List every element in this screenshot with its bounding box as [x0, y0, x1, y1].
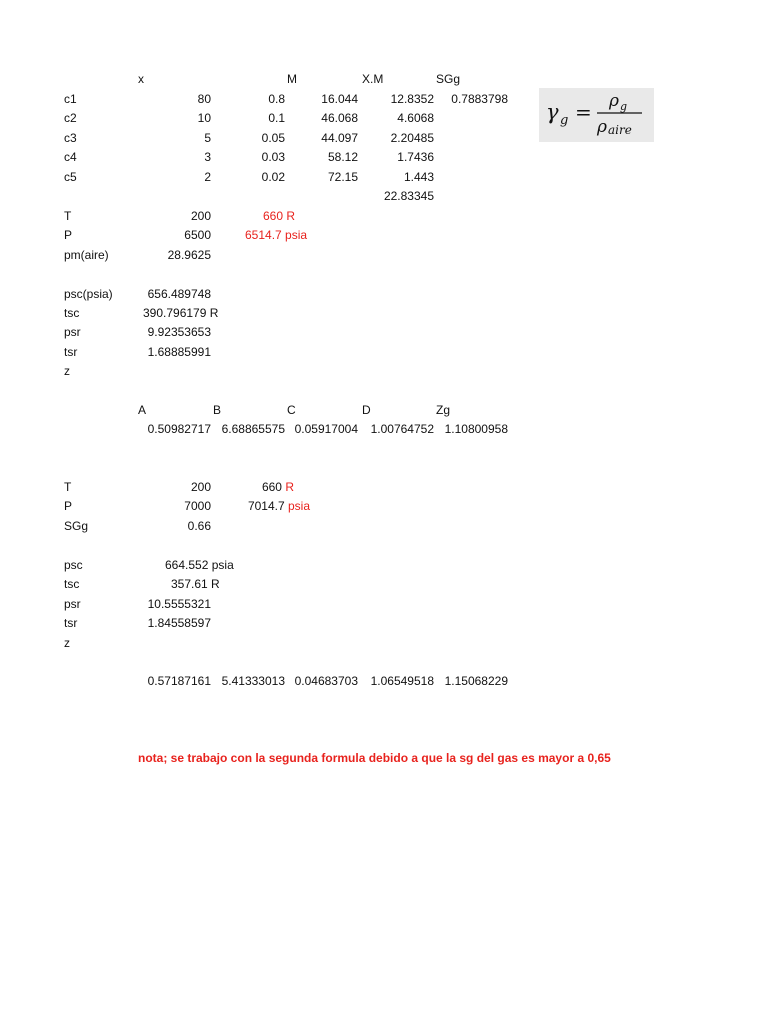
- label-psc: psc: [64, 558, 83, 572]
- converted-value: 7014.7: [247, 499, 285, 513]
- cell-x: 2: [204, 170, 211, 184]
- label-z: z: [64, 364, 70, 378]
- converted-value: 660: [263, 209, 284, 223]
- value-psc: [165, 558, 234, 572]
- cell-m: 46.068: [321, 111, 358, 125]
- cell-m: 72.15: [327, 170, 358, 184]
- cell-xm: 2.20485: [390, 131, 434, 145]
- label-p: P: [64, 499, 73, 513]
- tsc-number: 390.796179: [143, 306, 207, 320]
- value-t: 200: [190, 209, 211, 223]
- value-sgg: 0.66: [187, 519, 211, 533]
- coef-header-zg: Zg: [436, 403, 451, 417]
- unit: psia: [285, 228, 308, 242]
- converted-value: 660: [261, 480, 282, 494]
- value-t-rankine: [263, 209, 295, 223]
- header-xm: X.M: [362, 72, 384, 86]
- row-label: c4: [64, 150, 77, 164]
- coef-value-zg: 1.10800958: [444, 422, 508, 436]
- coef-value-d: 1.00764752: [370, 422, 434, 436]
- formula-rho-num-sub: g: [620, 100, 628, 113]
- formula-rho-den: ρ: [597, 117, 607, 137]
- value-tsr: 1.84558597: [147, 616, 211, 630]
- value-t: 200: [190, 480, 211, 494]
- unit: R: [209, 306, 219, 320]
- value-psr: 10.5555321: [147, 597, 211, 611]
- cell-xm: 1.443: [403, 170, 434, 184]
- value-psr: 9.92353653: [147, 325, 211, 339]
- label-t: T: [64, 480, 72, 494]
- value-tsc: [171, 577, 220, 591]
- label-psc: psc(psia): [64, 287, 113, 301]
- coef-value-b: 6.68865575: [221, 422, 285, 436]
- value-p-psia: [245, 228, 307, 242]
- formula-gamma: γ: [546, 100, 559, 124]
- label-sgg: SGg: [64, 519, 89, 533]
- unit: R: [285, 480, 294, 494]
- coef-header-a: A: [138, 403, 147, 417]
- cell-xm: 4.6068: [397, 111, 434, 125]
- row-label: c3: [64, 131, 77, 145]
- label-t: T: [64, 209, 72, 223]
- row-label: c2: [64, 111, 77, 125]
- note-text: nota; se trabajo con la segunda formula debido a que la sg del gas es mayor a 0,65: [138, 751, 611, 765]
- formula-rho-den-sub: aire: [608, 123, 632, 137]
- unit: psia: [211, 558, 234, 572]
- label-tsc: tsc: [64, 577, 80, 591]
- value-t-rankine: [262, 480, 294, 494]
- label-p: P: [64, 228, 73, 242]
- cell-x: 80: [197, 92, 211, 106]
- label-pm: pm(aire): [64, 248, 109, 262]
- cell-sgg: 0.7883798: [451, 92, 508, 106]
- label-z: z: [64, 636, 70, 650]
- label-tsr: tsr: [64, 345, 78, 359]
- label-psr: psr: [64, 597, 81, 611]
- cell-fraction: 0.02: [261, 170, 285, 184]
- gas-gravity-formula: [539, 88, 654, 142]
- value-psc: 656.489748: [147, 287, 211, 301]
- converted-value: 6514.7: [245, 228, 282, 242]
- cell-fraction: 0.03: [261, 150, 285, 164]
- header-sgg: SGg: [436, 72, 461, 86]
- unit: R: [211, 577, 220, 591]
- formula-rho-num: ρ: [609, 91, 619, 111]
- cell-m: 44.097: [321, 131, 358, 145]
- coef-header-d: D: [362, 403, 371, 417]
- label-tsc: tsc: [64, 306, 80, 320]
- row-label: c1: [64, 92, 77, 106]
- coef-header-c: C: [287, 403, 296, 417]
- coef-value-a: 0.50982717: [147, 422, 211, 436]
- label-psr: psr: [64, 325, 81, 339]
- unit: psia: [287, 499, 310, 513]
- cell-x: 5: [204, 131, 211, 145]
- value-p-psia: [248, 499, 310, 513]
- coef-value-b: 5.41333013: [221, 674, 285, 688]
- formula-gamma-sub: g: [560, 113, 569, 128]
- coef-value-d: 1.06549518: [370, 674, 434, 688]
- cell-x: 10: [197, 111, 211, 125]
- value-tsc: [143, 306, 218, 320]
- cell-m: 58.12: [327, 150, 358, 164]
- xm-total: 22.83345: [383, 189, 434, 203]
- unit: R: [286, 209, 296, 223]
- psc-number: 664.552: [165, 558, 209, 572]
- tsc-number: 357.61: [171, 577, 208, 591]
- coef-value-a: 0.57187161: [147, 674, 211, 688]
- value-p: 6500: [184, 228, 211, 242]
- label-tsr: tsr: [64, 616, 78, 630]
- value-p: 7000: [184, 499, 211, 513]
- coef-value-c: 0.04683703: [294, 674, 358, 688]
- cell-fraction: 0.8: [268, 92, 285, 106]
- coef-header-b: B: [213, 403, 222, 417]
- coef-value-c: 0.05917004: [294, 422, 358, 436]
- row-label: c5: [64, 170, 77, 184]
- cell-m: 16.044: [321, 92, 358, 106]
- header-x: x: [138, 72, 144, 86]
- cell-fraction: 0.1: [268, 111, 285, 125]
- coef-value-zg: 1.15068229: [444, 674, 508, 688]
- cell-xm: 12.8352: [390, 92, 434, 106]
- cell-fraction: 0.05: [261, 131, 285, 145]
- formula-equals: =: [575, 100, 592, 124]
- formula-graphic: [539, 88, 654, 142]
- value-pm: 28.9625: [167, 248, 211, 262]
- cell-xm: 1.7436: [397, 150, 434, 164]
- value-tsr: 1.68885991: [147, 345, 211, 359]
- cell-x: 3: [204, 150, 211, 164]
- header-m: M: [287, 72, 297, 86]
